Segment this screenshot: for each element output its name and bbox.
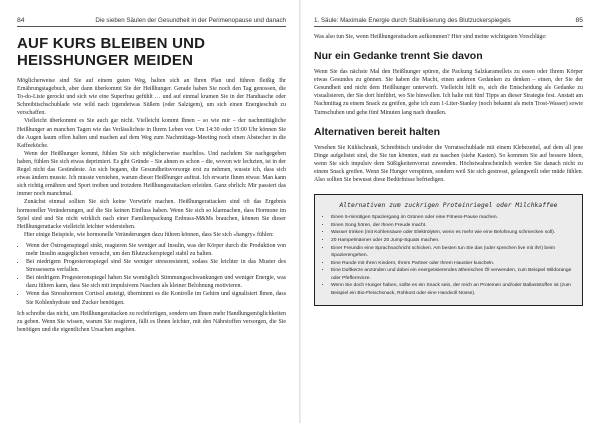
paragraph: Möglicherweise sind Sie auf einem guten Weg, halten sich an Ihren Plan und führen fleißig Ihr Ernährungstagebuch, aber dann überkommt Sie der Heißhunger. Gerade haben Sie noch den Tag genossen, die To-do-Liste gerockt und sich wie eine Superfrau gefühlt … und auf einmal kramen Sie in der Handtasche oder Schreibtischschublade wie wild nach irgendetwas Süßem (oder Salzigem), um sich einen Energieschub zu verschaffen.	[17, 78, 286, 117]
subheading-gedanke: Nur ein Gedanke trennt Sie davon	[314, 50, 483, 63]
section1-body	[314, 68, 583, 117]
paragraph: Vielleicht überkommt es Sie auch gar nicht. Vielleicht kommt Ihnen – so wie mir – der nachmittägliche Heißhunger an manchen Tagen wie das Verlässlichste in Ihrem Leben vor. Um 14:30 oder 15:00 Uhr können Sie die Augen kaum offen halten und machen auf dem Weg zum Nachmittags-Meeting noch einen Abstecher in die Kaffeeküche.	[17, 118, 286, 149]
paragraph: Hier einige Beispiele, wie hormonelle Veränderungen dazu führen können, dass Sie sich »hangry« fühlen:	[24, 231, 274, 238]
closing-paragraph: Ich schreibe das nicht, um Heißhungerattacken zu rechtfertigen, sondern um Ihnen mehr Handlungsmöglichkeiten zu geben. Wenn Sie wissen, warum Sie reagieren, fällt es Ihnen leichter, mit den Nährstoffen versorgen, die Sie benötigen und die eigentlichen Ursachen angehen.	[17, 310, 286, 333]
list-item: • Einer Freundin eine Sprachnachricht schicken. Am besten tun Sie das (oder sprechen live mit ihr!) beim Spazierengehen.	[331, 245, 574, 260]
list-item: • Wenn Sie doch Hunger haben, sollte es ein Snack sein, der reich an Proteinen und/oder Ballaststoffen ist (zum Beispiel ein Bio-Fleischsnack, Rohkost oder eine Handvoll Nüsse).	[331, 282, 574, 297]
list-item: • Bei niedrigem Progesteronspiegel sind Sie weniger stressresistent, sodass Sie leichter in das Muster des Stressessens verfallen.	[26, 258, 286, 274]
list-item: • Wenn der Östrogenspiegel sinkt, reagieren Sie weniger auf Insulin, was der Körper durch die Produktion von mehr Insulin ausgeglichen versucht, um den Blutzuckerspiegel stabil zu halten.	[26, 242, 286, 258]
subheading-alternativen: Alternativen bereit halten	[314, 125, 441, 138]
list-item: • Bei niedrigem Progesteronspiegel haben Sie womöglich Stimmungsschwankungen und weniger Energie, was dazu führen kann, dass Sie sich mit impulsivem Naschen als kleiner Belohnung motivieren.	[26, 274, 286, 290]
list-item: • Eine Duftkerze anzünden und dabei ein energetisierendes ätherisches Öl verwenden, zum Beispiel Wildorange oder Pfefferminze.	[331, 267, 574, 282]
left-page-header	[17, 0, 286, 27]
paragraph: Wenn der Heißhunger kommt, fühlen Sie sich möglicherweise machtlos. Und nachdem Sie nachgegeben haben, fühlen Sie sich etwas deprimiert. Es gibt Gründe – Sie ahnen es schon – die, wovon wir lechzten, ist in der Regel nicht das Gesündeste. An sich begann, die Gesundheitsvorsorge erst zu nehmen, wusste ich, dass sich etwas ändern musste. Ich musste verstehen, warum dieser Heißhunger auftrat. Ich erwarte Ihnen etwas: Man kann sich richtig ernähren und Sport treiben und trotzdem Heißhungerattacken erleiden. Ganz ehrlich: Mir passiert das immer noch manchmal.	[17, 150, 286, 198]
right-page	[300, 0, 600, 423]
alternatives-list	[323, 214, 574, 298]
list-item: • Eine Runde mit Ihren Kindern, Ihrem Partner oder Ihrem Haustier kuscheln.	[331, 260, 574, 268]
list-item: • Einen 5-minütigen Spaziergang im Grünen oder eine Fitness-Pause machen.	[331, 214, 574, 222]
list-item: • 20 Hampelmänner oder 20 Jump-Squats machen.	[331, 237, 574, 245]
right-intro	[314, 33, 583, 41]
list-item: • Wasser trinken (mit Kohlensäure oder Elektrolyten, wenn es mehr wie eine Belohnung schmecken soll).	[331, 229, 574, 237]
intro-paragraph: Was also tun Sie, wenn Heißhungerattacken aufkommen? Hier sind meine wichtigsten Vorschläge:	[314, 34, 547, 40]
box-title: Alternativen zum zuckrigen Proteinriegel oder Milchkaffee	[339, 202, 558, 210]
running-title-left: Die sieben Säulen der Gesundheit in der Perimenopause und danach	[95, 17, 286, 24]
list-item: • Einen Song hören, der Ihnen Freude macht.	[331, 222, 574, 230]
section-heading: AUF KURS BLEIBEN UND HEISSHUNGER MEIDEN	[17, 35, 206, 69]
alternatives-box	[314, 194, 583, 306]
paragraph: Wenn Sie das nächste Mal den Heißhunger spüren, die Packung Salzkaramelleis zu essen oder Ihrem Körper etwas Gesundes zu gönnen. Sie haben die Macht, einen anderen Gedanken zu denken – einen, der Sie der Gesundheit und nicht dem Heißhunger unterwirft. Vielleicht hilft es, sich die Entscheidung als Gedanke zu visualisieren, der Sie dort hinführt, wo Sie hinwollen. Ich halte mit fünf Tipps an dieser Strategie fest. Anstatt am Nachmittag zu einem Snack zu greifen, gehe ich zum 1-Liter-Stanley (noch bekannt als mein Trost-Wasser) sowie Turnschuhen und gehe fünf Minuten lang nach draußen.	[314, 69, 583, 116]
paragraph: Versehen Sie Kühlschrank, Schreibtisch und/oder die Vorratsschublade mit einem Klebezettel, auf dem all jene Dinge aufgelistet sind, die Sie tun könnten, statt zu naschen (siehe Kasten). So kommen Sie auf bessere Ideen, wenn Sie sich impulsiv dem Süßigkeitenvorrat zuwenden. Höchstwahrscheinlich werden Sie danach nicht zu einem Snack greifen. Wenn Sie Hunger verspüren, sondern weil Sie sich gestresst, gelangweilt oder müde fühlen. Also sollten Sie bewusst diese Bedürfnisse befriedigen.	[314, 144, 583, 184]
list-item: • Wenn das Stresshormon Cortisol ansteigt, übernimmt es die Kontrolle im Gehirn und signalisiert Ihnen, dass Sie Kohlenhydrate und Zucker benötigen.	[26, 290, 286, 306]
right-page-header	[314, 0, 583, 27]
running-title-right: 1. Säule: Maximale Energie durch Stabilisierung des Blutzuckerspiegels	[314, 17, 511, 24]
paragraph: Zunächst einmal sollten Sie sich keine Vorwürfe machen. Heißhungerattacken sind oft das Ergebnis hormoneller Veränderungen, auf die Sie keinen Einfluss haben. Wenn Sie sich so klarmachen, dass Hormone im Spiel sind und Sie nicht wirklich nach einer Familienpackung Erdnuss-M&Ms brauchen, können Sie dieser Heißhungerattacke vielleicht leichter widerstehen.	[17, 199, 286, 230]
hormone-bullet-list	[17, 242, 286, 307]
page-number-right: 85	[575, 17, 583, 24]
page-number-left: 84	[17, 17, 25, 24]
section2-body	[314, 144, 583, 184]
left-body-text	[17, 77, 286, 334]
